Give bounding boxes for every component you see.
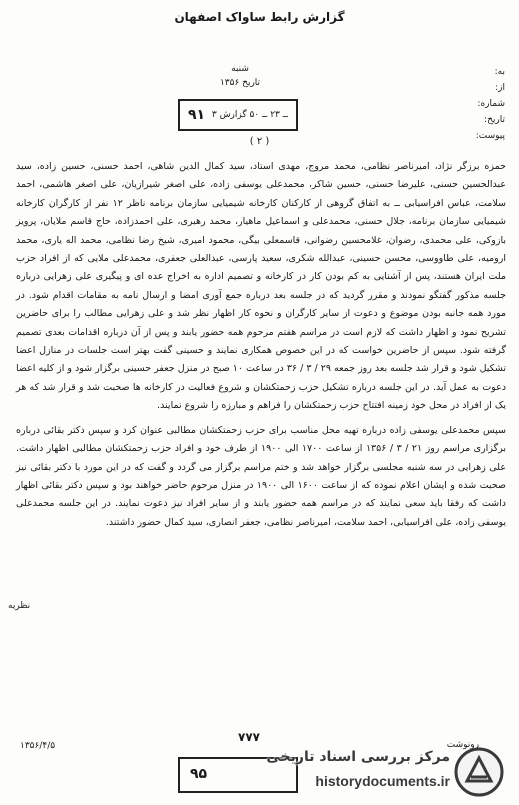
copy-label: رونوشت: [446, 740, 479, 750]
archive-logo-icon: [454, 747, 504, 797]
footer-mark: ۷۷۷: [238, 730, 260, 744]
archive-stamp-number: ۹۵: [190, 766, 208, 782]
body-paragraph-2: سپس محمدعلی یوسفی زاده درباره تهیه محل مناسب برای حزب زحمتکشان مطالبی عنوان کرد و سپس دکتر بقائی درباره برگزاری مراسم روز ۲۱ / ۳ / ۱۳۵۶ از ساعت ۱۷۰۰ الی ۱۹۰۰ از طرف خود و افراد حزب زحمتکشان مطالبی اظهار داشت. علی زهرایی در سه شنبه مجلسی برگزار خواهد شد و ختم مراسم برگزار می گردد و گفت که در این مورد با دکتر بقائی نیز صحبت شده و ایشان اعلام نموده که از ساعت ۱۶۰۰ الی ۱۹۰۰ در منزل مرحوم حاضر خواهند بود و سپس دکتر بقائی اظهار داشت که رفقا باید سعی نمایند که در مراسم همه حضور یابند و از سایر افراد نیز دعوت نمایند. در این جلسه محمدعلی یوسفی زاده، علی افراسیابی، احمد سلامت، امیرناصر نظامی، جعفر انصاری، سید کمال حضور داشتند.: [16, 424, 506, 528]
watermark-title: مرکز بررسی اسناد تاریخی: [266, 749, 450, 765]
body-paragraph-1: حمزه برزگر نژاد، امیرناصر نظامی، محمد مروج، مهدی استاد، سید کمال الدین شاهی، احمد حسنی، حسین زاده، سید عبدالحسین حسنی، علیرضا حسنی، حسین شاکر، محمدعلی یوسفی زاده، علی اصغر شیرازیان، علی اصغر هاشمی، احمد سلامت، عباس افراسیابی ــ به اتفاق گروهی از کارکنان کارخانه شیمیایی سازمان برنامه ناظر ۱۲ نفر از کارگران کارخانه شیمیایی سازمان برنامه، جلال حسنی، محمدعلی و اسماعیل ماهیار، محمد رهبری، علی احمدزاده، حاج قاسم ملایان، پرویز بازوکی، علی محمدی، رضوان، غلامحسین رضوانی، قاسمعلی بیگی، محمود امیری، شیخ رضا نظامی، محمد اله یاری، محمد ارومیه، علی طاووسی، محسن حسینی، عبدالله شکری، سعید پارسی، عبدالعلی جعفری، محمدعلی ملایی که از افراد حزب ملت ایران هستند، پس از آشنایی به کم بودن کار در کارخانه و تصمیم اداره به اخراج عده ای و پیگیری علی زهرایی درباره جلسه مذکور گفتگو نمودند و مقرر گردید که در جلسه بعد درباره جمع آوری امضا و ارسال نامه به مقامات اقدام شود. در مورد همه جانبه بودن موضوع و دعوت از سایر کارگران و نحوه کار اظهار نظر شد و علی زهرایی مطالب را برای حاضرین تشریح نمود و اظهار داشت که لازم است در مراسم هفتم مرحوم همه حضور یابند و پس از آن درباره اقدامات بعدی تصمیم گرفته شود. سپس از حاضرین خواست که در این خصوص همکاری نمایند و حسینی گفت بهتر است جلسات در منازل اعضا تشکیل شود و قرار شد جلسه بعد روز جمعه ۲۹ / ۳ / ۳۶ در ساعت ۱۰ صبح در منزل جعفر حسینی برگزار شود و از کلیه اعضا دعوت به عمل آید. در این جلسه درباره تشکیل حزب زحمتکشان و شروع فعالیت در کارخانه ها صحبت شد و قرار شد که هر یک از افراد در محل خود زمینه افتتاح حزب زحمتکشان را فراهم و مبارزه را شروع نمایند.: [16, 161, 506, 412]
document-body: [16, 158, 506, 532]
reference-box: [178, 99, 298, 131]
reference-index: ( ۲ ): [249, 136, 270, 147]
reference-number: ۹۱: [188, 107, 206, 123]
watermark-url: historydocuments.ir: [315, 773, 450, 789]
date-line-date: تاریخ ۱۳۵۶: [219, 78, 261, 88]
date-block: [180, 62, 300, 90]
meta-label-to: به:: [494, 67, 505, 77]
document-meta-labels: [476, 64, 505, 144]
meta-label-number: شماره:: [477, 99, 505, 109]
margin-note: نظریه: [8, 601, 31, 611]
meta-label-date: تاریخ:: [484, 115, 505, 125]
reference-text: ۳ ــ ۲۳ ــ ۵۰ گزارش: [211, 110, 288, 120]
meta-label-from: از:: [495, 83, 505, 93]
footer-date: ۱۳۵۶/۴/۵: [20, 741, 56, 751]
archive-watermark: [256, 743, 506, 805]
date-line-weekday: شنبه: [231, 64, 249, 74]
meta-label-attachment: پیوست:: [475, 131, 505, 141]
document-header-title: گزارش رابط ساواک اصفهان: [174, 10, 345, 24]
